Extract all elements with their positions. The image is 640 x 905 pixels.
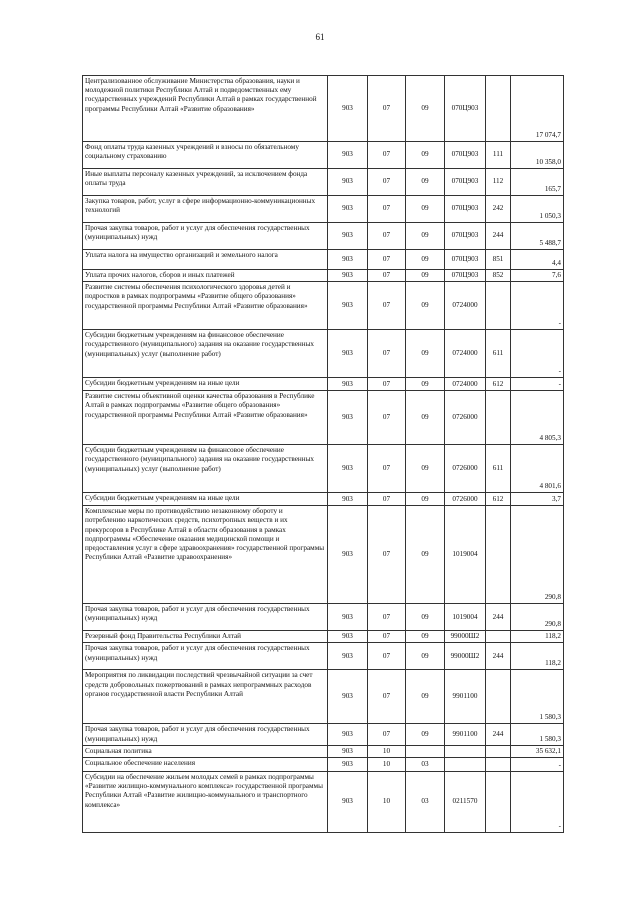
cell-subsection-code: 09 [406,169,445,196]
cell-section-code: 07 [368,250,406,270]
cell-subsection-code: 09 [406,76,445,142]
cell-expense-kind [486,772,511,833]
cell-expense-kind [486,745,511,757]
cell-expense-kind: 612 [486,378,511,391]
cell-description: Централизованное обслуживание Министерства образования, науки и молодежной политики Республики Алтай и подведомственных ему государственных учреждений Республики Алтай в рамках государственной программы Республики Алтай «Развитие образования» [83,76,328,142]
budget-table [82,75,564,833]
cell-administrator-code: 903 [328,270,368,282]
cell-section-code: 10 [368,745,406,757]
table-row [83,772,564,833]
cell-amount: 290,8 [511,506,564,604]
cell-expense-kind: 612 [486,493,511,506]
table-row [83,270,564,282]
cell-amount: 4,4 [511,250,564,270]
cell-administrator-code: 903 [328,282,368,330]
cell-target-article: 070Ц903 [445,250,486,270]
cell-amount: - [511,772,564,833]
cell-amount: 7,6 [511,270,564,282]
cell-description: Фонд оплаты труда казенных учреждений и взносы по обязательному социальному страхованию [83,142,328,169]
cell-section-code: 07 [368,282,406,330]
cell-expense-kind: 242 [486,196,511,223]
table-row [83,142,564,169]
cell-section-code: 07 [368,643,406,670]
cell-target-article: 0724000 [445,378,486,391]
cell-target-article: 070Ц903 [445,169,486,196]
cell-expense-kind: 851 [486,250,511,270]
cell-description: Прочая закупка товаров, работ и услуг для обеспечения государственных (муниципальных) нужд [83,604,328,631]
cell-description: Уплата прочих налогов, сборов и иных платежей [83,270,328,282]
cell-expense-kind [486,282,511,330]
cell-expense-kind [486,506,511,604]
cell-subsection-code: 09 [406,270,445,282]
cell-amount: 4 805,3 [511,391,564,445]
cell-administrator-code: 903 [328,745,368,757]
cell-expense-kind: 611 [486,445,511,493]
table-row [83,493,564,506]
table-row [83,506,564,604]
cell-administrator-code: 903 [328,76,368,142]
cell-administrator-code: 903 [328,330,368,378]
cell-expense-kind [486,391,511,445]
cell-section-code: 10 [368,772,406,833]
cell-administrator-code: 903 [328,506,368,604]
cell-description: Субсидии бюджетным учреждениям на иные цели [83,378,328,391]
cell-amount: 10 358,0 [511,142,564,169]
cell-section-code: 07 [368,506,406,604]
table-row [83,378,564,391]
cell-subsection-code: 09 [406,142,445,169]
cell-target-article: 1019004 [445,506,486,604]
page-number: 61 [315,32,325,42]
table-row [83,282,564,330]
cell-description: Иные выплаты персоналу казенных учреждений, за исключением фонда оплаты труда [83,169,328,196]
cell-subsection-code: 09 [406,493,445,506]
cell-description: Комплексные меры по противодействию незаконному обороту и потреблению наркотических средств, психотропных веществ и их прекурсоров в Республике Алтай в области образования в рамках подпрограммы «Обеспечение оказания медицинской помощи и предоставления услуг в сфере здравоохранения» государственной программы Республики Алтай «Развитие здравоохранения» [83,506,328,604]
cell-expense-kind: 112 [486,169,511,196]
cell-subsection-code: 09 [406,282,445,330]
cell-administrator-code: 903 [328,169,368,196]
cell-subsection-code: 09 [406,670,445,724]
cell-target-article: 070Ц903 [445,270,486,282]
cell-target-article: 99000Ш2 [445,643,486,670]
cell-subsection-code: 09 [406,378,445,391]
cell-section-code: 07 [368,142,406,169]
cell-section-code: 07 [368,223,406,250]
cell-target-article: 0726000 [445,445,486,493]
cell-subsection-code: 09 [406,223,445,250]
cell-subsection-code: 03 [406,758,445,772]
cell-description: Мероприятия по ликвидации последствий чрезвычайной ситуации за счет средств добровольных пожертвований в рамках непрограммных расходов органов государственной власти Республики Алтай [83,670,328,724]
cell-expense-kind: 852 [486,270,511,282]
cell-expense-kind: 611 [486,330,511,378]
cell-amount: 290,8 [511,604,564,631]
cell-section-code: 07 [368,270,406,282]
cell-target-article: 0211570 [445,772,486,833]
cell-expense-kind: 244 [486,604,511,631]
table-row [83,223,564,250]
cell-subsection-code: 09 [406,506,445,604]
cell-amount: 5 488,7 [511,223,564,250]
cell-section-code: 07 [368,391,406,445]
table-row [83,250,564,270]
table-row [83,745,564,757]
cell-expense-kind [486,631,511,643]
cell-amount: - [511,758,564,772]
cell-target-article: 070Ц903 [445,196,486,223]
cell-administrator-code: 903 [328,604,368,631]
cell-subsection-code: 03 [406,772,445,833]
cell-section-code: 07 [368,604,406,631]
cell-amount: 1 580,3 [511,670,564,724]
cell-subsection-code: 09 [406,724,445,745]
cell-description: Субсидии бюджетным учреждениям на финансовое обеспечение государственного (муниципального) задания на оказание государственных (муниципальных) услуг (выполнение работ) [83,445,328,493]
cell-administrator-code: 903 [328,445,368,493]
budget-table-body [83,76,564,833]
table-row [83,330,564,378]
cell-target-article: 070Ц903 [445,142,486,169]
cell-target-article: 9901100 [445,724,486,745]
cell-target-article: 0724000 [445,330,486,378]
cell-subsection-code [406,745,445,757]
table-row [83,724,564,745]
cell-description: Субсидии бюджетным учреждениям на иные цели [83,493,328,506]
cell-amount: 118,2 [511,643,564,670]
cell-expense-kind [486,758,511,772]
cell-description: Уплата налога на имущество организаций и земельного налога [83,250,328,270]
cell-amount: 3,7 [511,493,564,506]
cell-description: Прочая закупка товаров, работ и услуг для обеспечения государственных (муниципальных) нужд [83,643,328,670]
table-row [83,445,564,493]
cell-subsection-code: 09 [406,445,445,493]
cell-subsection-code: 09 [406,643,445,670]
cell-target-article [445,758,486,772]
table-row [83,604,564,631]
cell-description: Резервный фонд Правительства Республики Алтай [83,631,328,643]
cell-expense-kind: 244 [486,223,511,250]
cell-description: Развитие системы объективной оценки качества образования в Республике Алтай в рамках подпрограммы «Развитие общего образования» государственной программы Республики Алтай «Развитие образования» [83,391,328,445]
cell-target-article: 0726000 [445,391,486,445]
cell-subsection-code: 09 [406,250,445,270]
cell-expense-kind: 244 [486,724,511,745]
cell-section-code: 07 [368,330,406,378]
cell-target-article: 1019004 [445,604,486,631]
cell-subsection-code: 09 [406,631,445,643]
cell-section-code: 07 [368,724,406,745]
cell-administrator-code: 903 [328,378,368,391]
cell-administrator-code: 903 [328,142,368,169]
cell-expense-kind [486,76,511,142]
cell-subsection-code: 09 [406,196,445,223]
cell-expense-kind [486,670,511,724]
cell-amount: - [511,330,564,378]
cell-administrator-code: 903 [328,643,368,670]
cell-amount: 4 801,6 [511,445,564,493]
cell-section-code: 07 [368,196,406,223]
cell-description: Социальное обеспечение населения [83,758,328,772]
cell-amount: - [511,378,564,391]
cell-administrator-code: 903 [328,724,368,745]
cell-amount: 1 580,3 [511,724,564,745]
cell-amount: 1 050,3 [511,196,564,223]
table-row [83,76,564,142]
cell-subsection-code: 09 [406,330,445,378]
cell-description: Развитие системы обеспечения психологического здоровья детей и подростков в рамках подпрограммы «Развитие общего образования» государственной программы Республики Алтай «Развитие образования» [83,282,328,330]
cell-target-article: 0726000 [445,493,486,506]
cell-amount: 17 074,7 [511,76,564,142]
cell-section-code: 07 [368,493,406,506]
table-row [83,758,564,772]
table-row [83,391,564,445]
cell-description: Прочая закупка товаров, работ и услуг для обеспечения государственных (муниципальных) нужд [83,724,328,745]
table-row [83,670,564,724]
cell-subsection-code: 09 [406,391,445,445]
cell-subsection-code: 09 [406,604,445,631]
cell-target-article: 070Ц903 [445,76,486,142]
cell-section-code: 07 [368,631,406,643]
table-row [83,643,564,670]
table-row [83,169,564,196]
cell-administrator-code: 903 [328,758,368,772]
cell-section-code: 07 [368,445,406,493]
cell-administrator-code: 903 [328,223,368,250]
cell-target-article: 070Ц903 [445,223,486,250]
cell-target-article [445,745,486,757]
cell-description: Социальная политика [83,745,328,757]
cell-amount: 35 632,1 [511,745,564,757]
table-row [83,196,564,223]
cell-description: Субсидии бюджетным учреждениям на финансовое обеспечение государственного (муниципального) задания на оказание государственных (муниципальных) услуг (выполнение работ) [83,330,328,378]
cell-amount: 118,2 [511,631,564,643]
cell-section-code: 10 [368,758,406,772]
cell-target-article: 9901100 [445,670,486,724]
cell-administrator-code: 903 [328,670,368,724]
cell-section-code: 07 [368,169,406,196]
table-row [83,631,564,643]
cell-amount: - [511,282,564,330]
cell-section-code: 07 [368,670,406,724]
cell-expense-kind: 111 [486,142,511,169]
cell-description: Субсидии на обеспечение жильем молодых семей в рамках подпрограммы «Развитие жилищно-коммунального комплекса» государственной программы Республики Алтай «Развитие жилищно-коммунального и транспортного комплекса» [83,772,328,833]
cell-administrator-code: 903 [328,196,368,223]
cell-target-article: 99000Ш2 [445,631,486,643]
cell-section-code: 07 [368,378,406,391]
cell-administrator-code: 903 [328,631,368,643]
cell-expense-kind: 244 [486,643,511,670]
cell-amount: 165,7 [511,169,564,196]
cell-administrator-code: 903 [328,250,368,270]
cell-description: Закупка товаров, работ, услуг в сфере информационно-коммуникационных технологий [83,196,328,223]
cell-description: Прочая закупка товаров, работ и услуг для обеспечения государственных (муниципальных) нужд [83,223,328,250]
cell-administrator-code: 903 [328,772,368,833]
cell-administrator-code: 903 [328,391,368,445]
cell-administrator-code: 903 [328,493,368,506]
cell-target-article: 0724000 [445,282,486,330]
cell-section-code: 07 [368,76,406,142]
